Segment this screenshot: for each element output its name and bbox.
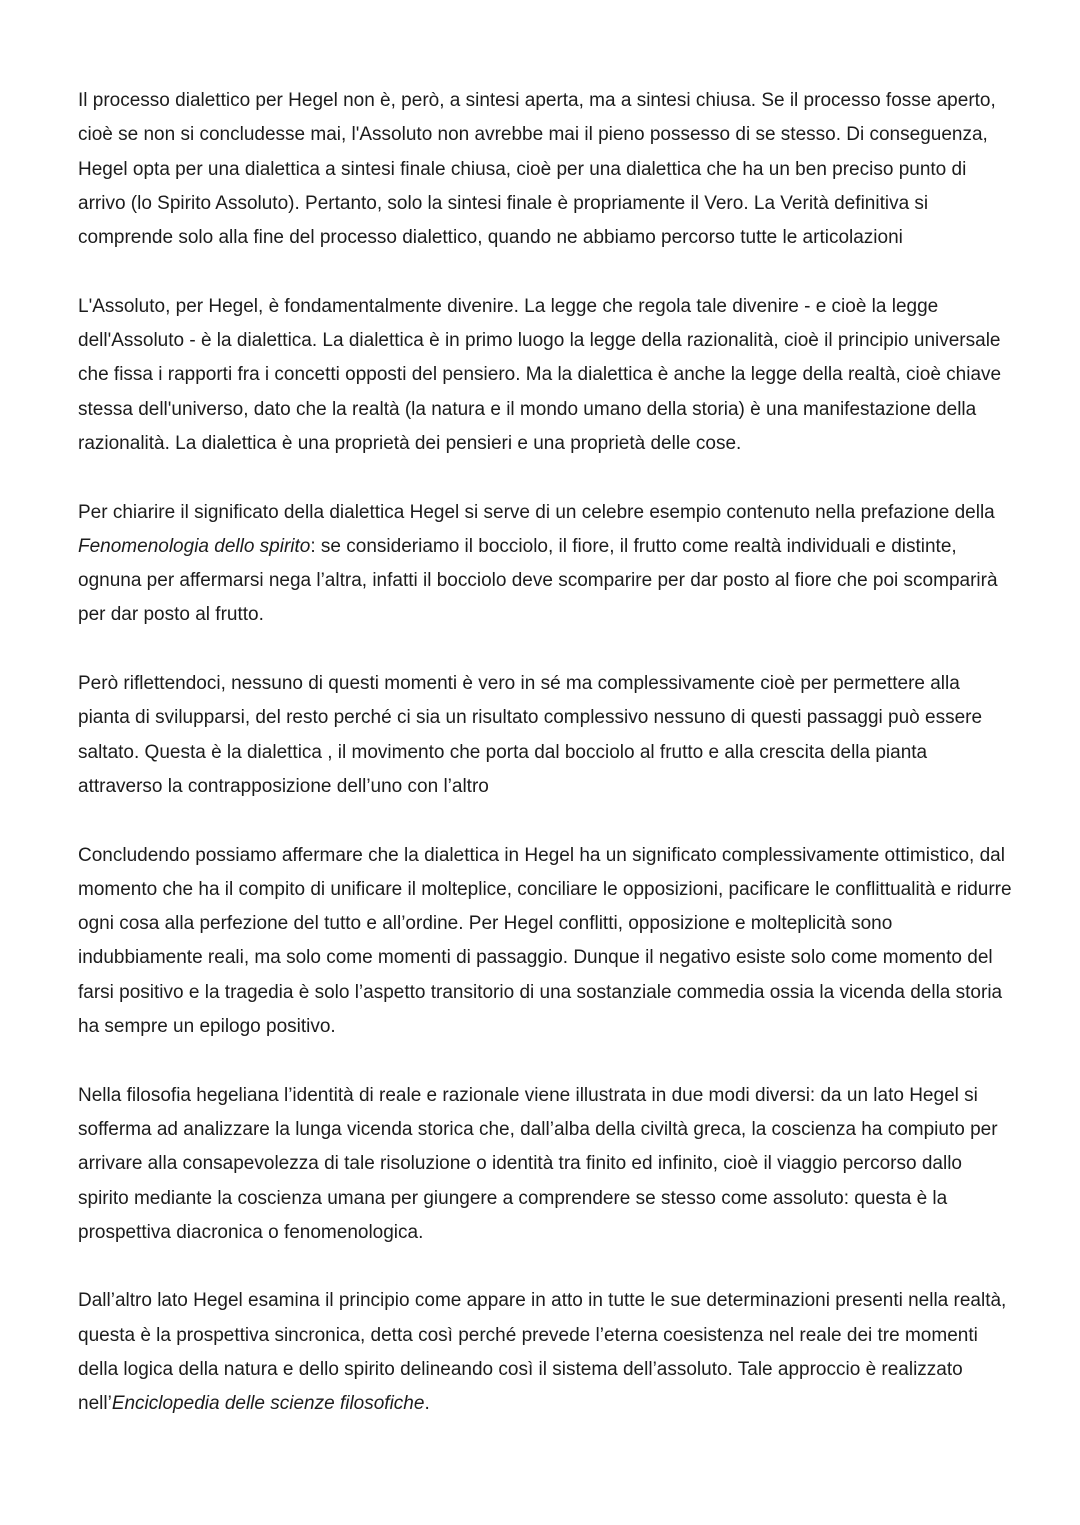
paragraph-synchronic-text-2: .: [424, 1393, 430, 1415]
paragraph-example-text-2: : se consideriamo il bocciolo, il fiore, il frutto come realtà individuali e distinte, ognuna per affermarsi nega l’altra, infatti il bocciolo deve scomparire per dar posto al fiore che poi scomparirà per dar posto al frutto.: [78, 535, 998, 626]
book-title-enciclopedia: Enciclopedia delle scienze filosofiche: [111, 1393, 425, 1415]
document-page: [78, 84, 1013, 1422]
paragraph-example: [78, 496, 1013, 633]
book-title-fenomenologia: Fenomenologia dello spirito: [78, 535, 311, 557]
paragraph-diachronic: Nella filosofia hegeliana l’identità di reale e razionale viene illustrata in due modi diversi: da un lato Hegel si sofferma ad analizzare la lunga vicenda storica che, dall’alba della civiltà greca, la coscienza ha compiuto per arrivare alla consapevolezza di tale risoluzione o identità tra finito ed infinito, cioè il viaggio percorso dallo spirito mediante la coscienza umana per giungere a comprendere se stesso come assoluto: questa è la prospettiva diacronica o fenomenologica.: [78, 1084, 998, 1243]
paragraph-absolute: L'Assoluto, per Hegel, è fondamentalmente divenire. La legge che regola tale divenire - e cioè la legge dell'Assoluto - è la dialettica. La dialettica è in primo luogo la legge della razionalità, cioè il principio universale che fissa i rapporti fra i concetti opposti del pensiero. Ma la dialettica è anche la legge della realtà, cioè chiave stessa dell'universo, dato che la realtà (la natura e il mondo umano della storia) è una manifestazione della razionalità. La dialettica è una proprietà dei pensieri e una proprietà delle cose.: [78, 295, 1002, 454]
paragraph-synchronic: [78, 1284, 1013, 1421]
paragraph-example-text-1: Per chiarire il significato della dialettica Hegel si serve di un celebre esempio contenuto nella prefazione della: [78, 501, 995, 523]
paragraph-synchronic-text-1: Dall’altro lato Hegel esamina il principio come appare in atto in tutte le sue determinazioni presenti nella realtà, questa è la prospettiva sincronica, detta così perché prevede l’eterna coesistenza nel reale dei tre momenti della logica della natura e dello spirito delineando così il sistema dell’assoluto. Tale approccio è realizzato nell’: [78, 1290, 1007, 1415]
paragraph-reflection: Però riflettendoci, nessuno di questi momenti è vero in sé ma complessivamente cioè per permettere alla pianta di svilupparsi, del resto perché ci sia un risultato complessivo nessuno di questi passaggi può essere saltato. Questa è la dialettica , il movimento che porta dal bocciolo al frutto e alla crescita della pianta attraverso la contrapposizione dell’uno con l’altro: [78, 673, 983, 797]
paragraph-synthesis: Il processo dialettico per Hegel non è, però, a sintesi aperta, ma a sintesi chiusa. Se il processo fosse aperto, cioè se non si concludesse mai, l'Assoluto non avrebbe mai il pieno possesso di se stesso. Di conseguenza, Hegel opta per una dialettica a sintesi finale chiusa, cioè per una dialettica che ha un ben preciso punto di arrivo (lo Spirito Assoluto). Pertanto, solo la sintesi finale è propriamente il Vero. La Verità definitiva si comprende solo alla fine del processo dialettico, quando ne abbiamo percorso tutte le articolazioni: [78, 90, 996, 249]
paragraph-conclusion: Concludendo possiamo affermare che la dialettica in Hegel ha un significato complessivamente ottimistico, dal momento che ha il compito di unificare il molteplice, conciliare le opposizioni, pacificare le conflittualità e ridurre ogni cosa alla perfezione del tutto e all’ordine. Per Hegel conflitti, opposizione e molteplicità sono indubbiamente reali, ma solo come momenti di passaggio. Dunque il negativo esiste solo come momento del farsi positivo e la tragedia è solo l’aspetto transitorio di una sostanziale commedia ossia la vicenda della storia ha sempre un epilogo positivo.: [78, 844, 1012, 1038]
